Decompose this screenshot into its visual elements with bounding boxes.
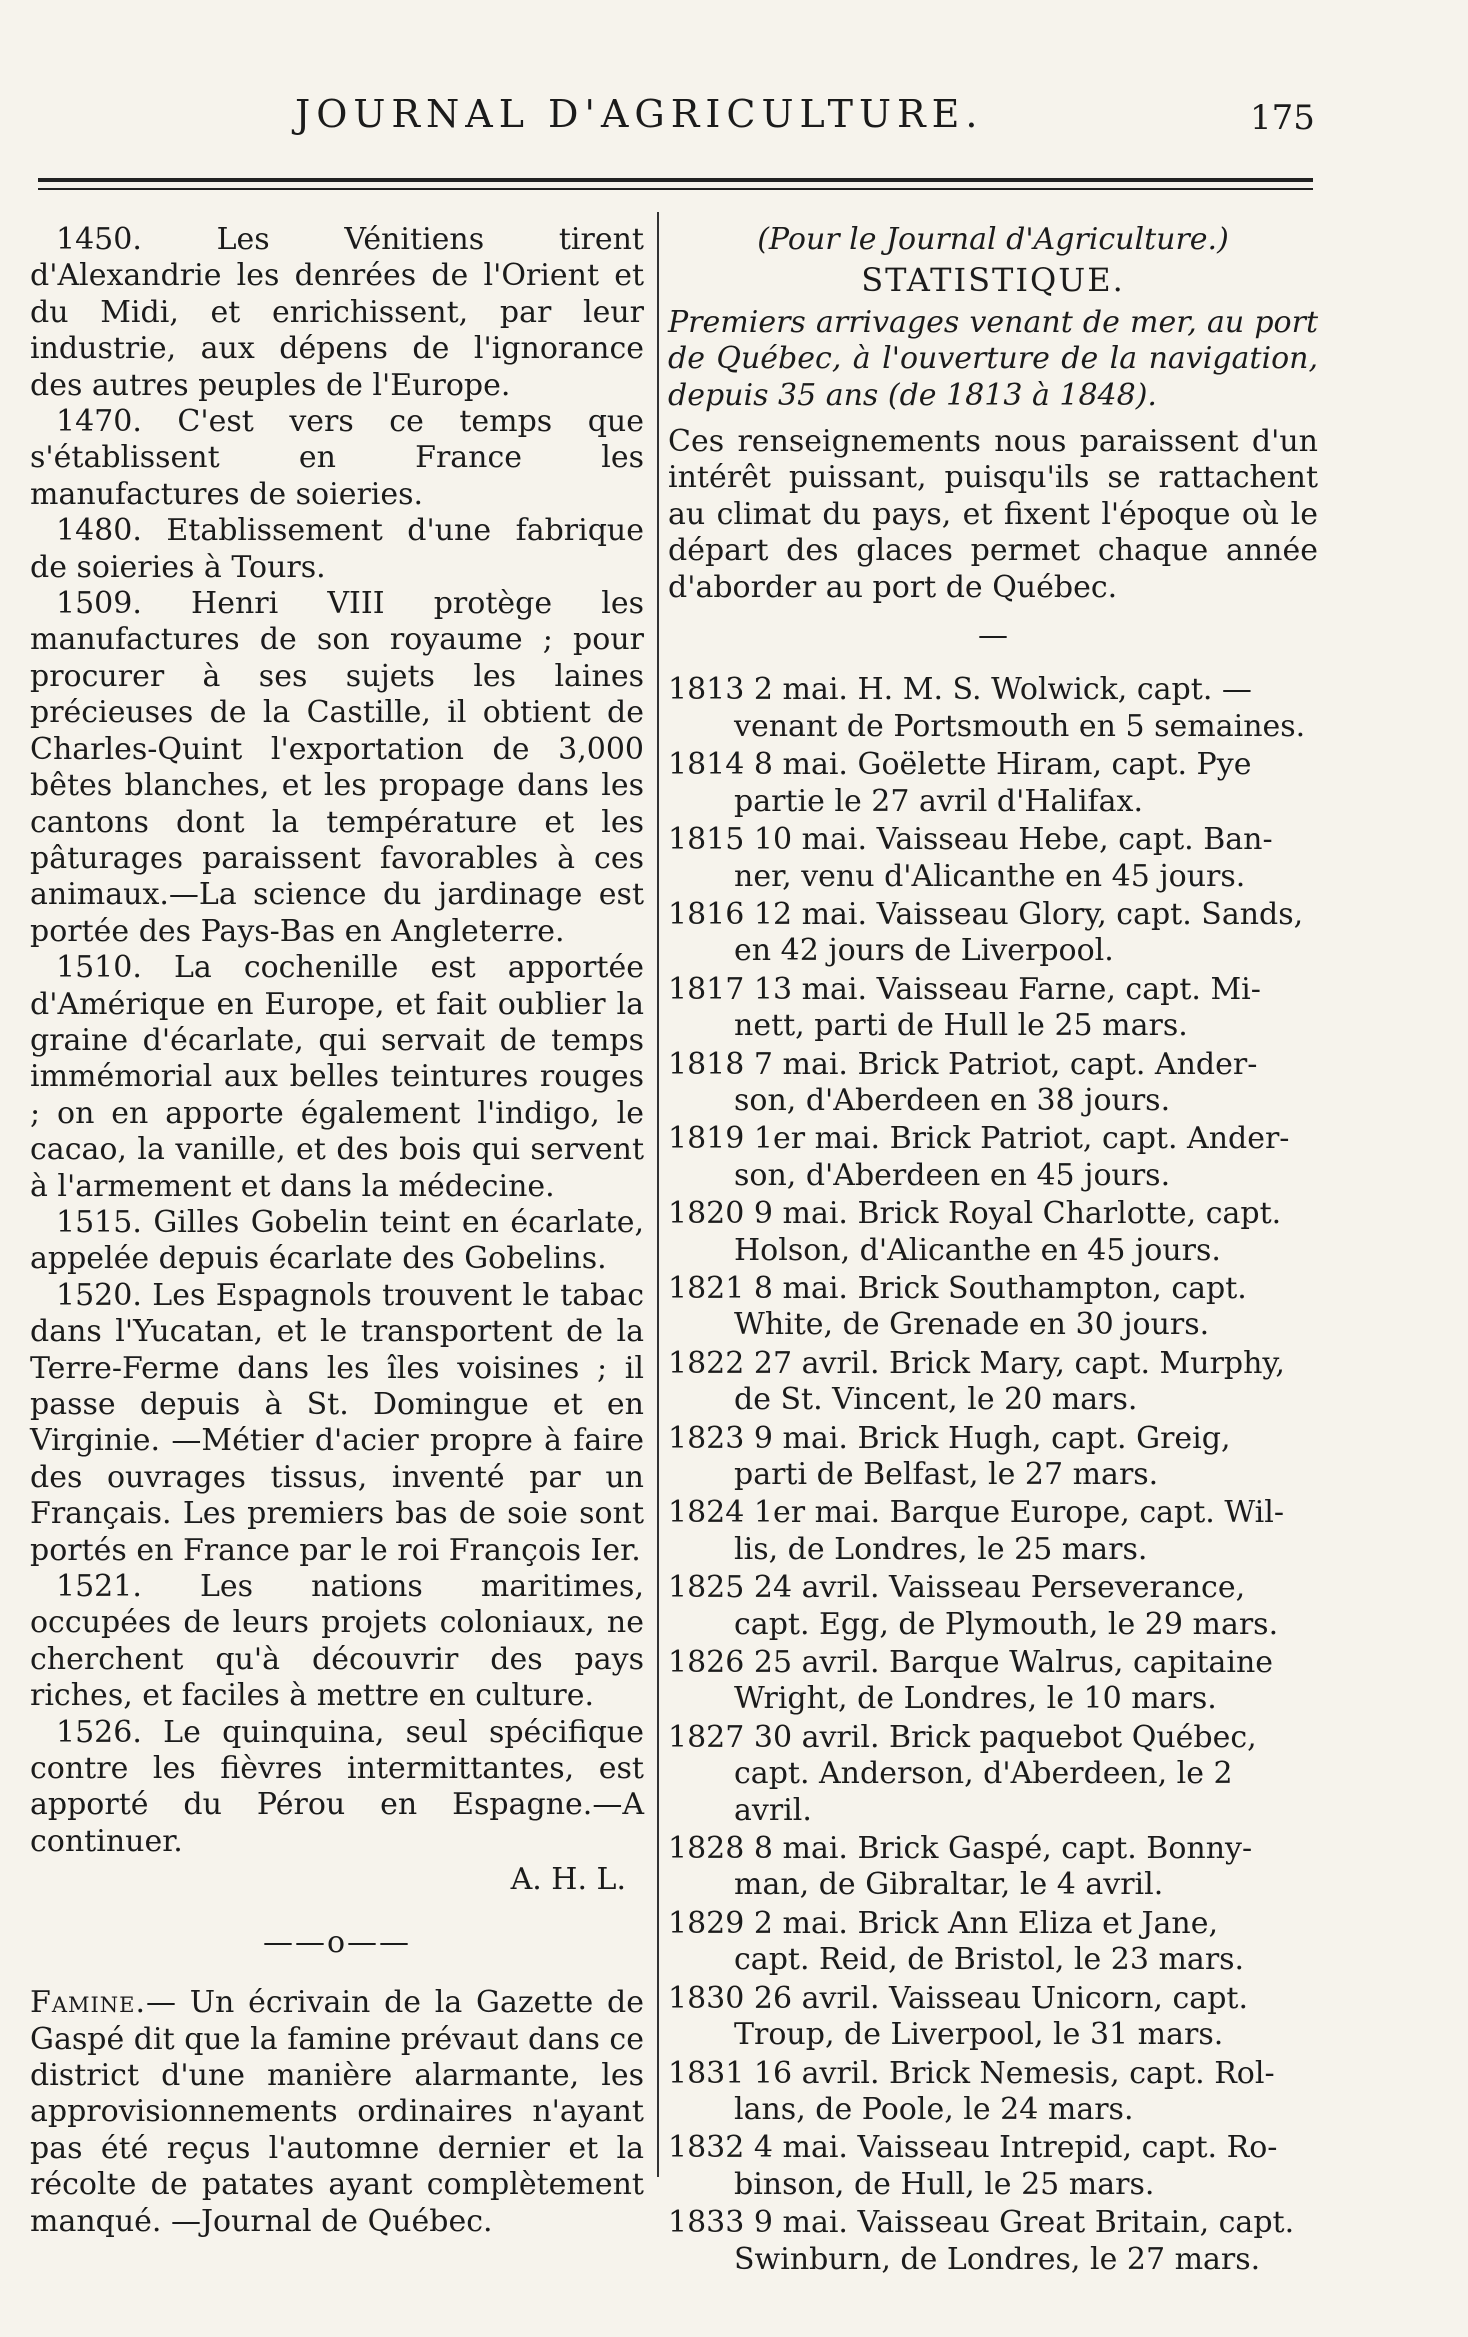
chronology-entry: [30, 404, 644, 513]
arrival-entry: [668, 1196, 1318, 1269]
entry-text: Henri VIII protège les manufactures de son royaume ; pour procurer à ses sujets les laines précieuses de la Castille, il obtient de Charles-Quint l'exportation de 3,000 bêtes blanches, et les propage dans les cantons dont la température et les pâturages paraissent favorables à ces animaux.—La science du jardinage est portée des Pays-Bas en Angleterre.: [30, 586, 644, 949]
arrival-line-2: Wright, de Londres, le 10 mars.: [734, 1681, 1217, 1717]
arrival-entry: [668, 1346, 1318, 1419]
arrival-entry: [668, 747, 1318, 820]
arrival-line-2: son, d'Aberdeen en 45 jours.: [734, 1157, 1171, 1193]
entry-year: 1480.: [56, 513, 142, 549]
arrival-line-1: 1823 9 mai. Brick Hugh, capt. Greig,: [668, 1420, 1231, 1456]
arrival-entry: [668, 1645, 1318, 1718]
arrival-line-1: 1827 30 avril. Brick paquebot Québec,: [668, 1719, 1257, 1755]
column-divider: [657, 212, 659, 2177]
entry-year: 1470.: [56, 404, 142, 440]
arrival-line-1: 1826 25 avril. Barque Walrus, capitaine: [668, 1645, 1274, 1681]
arrival-line-1: 1831 16 avril. Brick Nemesis, capt. Rol-: [668, 2055, 1275, 2091]
arrival-line-1: 1816 12 mai. Vaisseau Glory, capt. Sands,: [668, 896, 1304, 932]
famine-note-text: — Un écrivain de la Gazette de Gaspé dit que la famine prévaut dans ce district d'une manière alarmante, les approvisionnements ordinaires n'ayant pas été reçus l'automne dernier et la récolte de patates ayant complètement manqué. —Journal de Québec.: [30, 1985, 644, 2239]
arrival-line-1: 1822 27 avril. Brick Mary, capt. Murphy,: [668, 1345, 1285, 1381]
arrival-entry: [668, 972, 1318, 1045]
arrival-line-2: capt. Reid, de Bristol, le 23 mars.: [734, 1942, 1245, 1978]
arrival-entry: [668, 2205, 1318, 2278]
chronology-entry: [30, 950, 644, 1205]
arrival-line-2: Holson, d'Alicanthe en 45 jours.: [734, 1232, 1221, 1268]
entry-year: 1450.: [56, 222, 142, 257]
arrival-line-2: en 42 jours de Liverpool.: [734, 933, 1114, 969]
arrival-line-2: Swinburn, de Londres, le 27 mars.: [734, 2241, 1261, 2277]
arrival-line-2: son, d'Aberdeen en 38 jours.: [734, 1082, 1171, 1118]
entry-year: 1509.: [56, 586, 142, 622]
arrival-entry: [668, 1570, 1318, 1643]
arrival-line-2: partie le 27 avril d'Halifax.: [734, 783, 1143, 819]
entry-year: 1526.: [56, 1714, 142, 1750]
signature: A. H. L.: [510, 1862, 626, 1898]
header-rule-thin: [38, 188, 1313, 190]
entry-text: Etablissement d'une fabrique de soieries à Tours.: [30, 513, 644, 585]
arrival-line-1: 1828 8 mai. Brick Gaspé, capt. Bonny-: [668, 1831, 1253, 1867]
page-number: 175: [1250, 98, 1315, 138]
arrival-line-2: parti de Belfast, le 27 mars.: [734, 1457, 1159, 1492]
entry-text: Les Vénitiens tirent d'Alexandrie les denrées de l'Orient et du Midi, et enrichissent, par leur industrie, aux dépens de l'ignorance des autres peuples de l'Europe.: [30, 222, 644, 403]
arrival-line-1: 1818 7 mai. Brick Patriot, capt. Ander-: [668, 1046, 1258, 1082]
arrival-line-1: 1820 9 mai. Brick Royal Charlotte, capt.: [668, 1196, 1282, 1232]
arrival-entry: [668, 1981, 1318, 2054]
arrival-line-2: Troup, de Liverpool, le 31 mars.: [734, 2017, 1224, 2053]
arrivals-list: [668, 672, 1318, 2277]
arrival-line-2: nett, parti de Hull le 25 mars.: [734, 1008, 1188, 1044]
arrival-entry: [668, 1906, 1318, 1979]
entry-year: 1520.: [56, 1277, 142, 1313]
arrival-line-2: capt. Anderson, d'Aberdeen, le 2 avril.: [734, 1756, 1233, 1828]
entry-text: Les Espagnols trouvent le tabac dans l'Yucatan, et le transportent de la Terre-Ferme dans les îles voisines ; il passe depuis à St. Domingue et en Virginie. —Métier d'acier propre à faire des ouvrages tissus, inventé par un Français. Les premiers bas de soie sont portés en France par le roi François Ier.: [30, 1277, 644, 1568]
entry-year: 1521.: [56, 1569, 142, 1605]
chronology-entry: [30, 1715, 644, 1861]
arrival-entry: [668, 822, 1318, 895]
right-column: [668, 222, 1318, 2280]
chronology-entry: [30, 1278, 644, 1569]
arrival-line-2: lis, de Londres, le 25 mars.: [734, 1531, 1148, 1567]
arrival-entry: [668, 672, 1318, 745]
header-rule: [38, 178, 1313, 182]
arrival-line-1: 1815 10 mai. Vaisseau Hebe, capt. Ban-: [668, 822, 1273, 858]
arrival-entry: [668, 2056, 1318, 2129]
arrival-entry: [668, 1121, 1318, 1194]
chronology-entry: [30, 1205, 644, 1278]
famine-note-lead: Famine.: [30, 1985, 147, 2021]
chronology-list: [30, 222, 644, 1860]
arrival-line-1: 1825 24 avril. Vaisseau Perseverance,: [668, 1570, 1246, 1606]
chronology-entry: [30, 222, 644, 404]
arrival-line-2: man, de Gibraltar, le 4 avril.: [734, 1867, 1164, 1903]
statistics-intro: Ces renseignements nous paraissent d'un intérêt puissant, puisqu'ils se rattachent au climat du pays, et fixent l'époque où le départ des glaces permet chaque année d'aborder au port de Québec.: [668, 424, 1318, 605]
arrival-entry: [668, 2130, 1318, 2203]
arrival-line-1: 1813 2 mai. H. M. S. Wolwick, capt. —: [668, 672, 1252, 708]
entry-text: Le quinquina, seul spécifique contre les fièvres intermittantes, est apporté du Pérou en Espagne.—A continuer.: [30, 1714, 644, 1859]
entry-text: La cochenille est apportée d'Amérique en Europe, et fait oublier la graine d'écarlate, qui servait de temps immémorial aux belles teintures rouges ; on en apporte également l'indigo, le cacao, la vanille, et des bois qui servent à l'armement et dans la médecine.: [30, 950, 644, 1204]
arrival-line-1: 1817 13 mai. Vaisseau Farne, capt. Mi-: [668, 971, 1261, 1007]
arrival-entry: [668, 1495, 1318, 1568]
entry-year: 1510.: [56, 950, 142, 986]
arrival-line-2: venant de Portsmouth en 5 semaines.: [734, 708, 1306, 744]
section-separator: —: [978, 618, 1008, 654]
chronology-entry: [30, 586, 644, 950]
statistics-subtitle: Premiers arrivages venant de mer, au port de Québec, à l'ouverture de la navigation, depuis 35 ans (de 1813 à 1848).: [668, 304, 1318, 413]
running-title: JOURNAL D'AGRICULTURE.: [295, 92, 984, 136]
arrival-line-2: capt. Egg, de Plymouth, le 29 mars.: [734, 1606, 1279, 1642]
arrival-line-2: binson, de Hull, le 25 mars.: [734, 2166, 1155, 2202]
arrival-entry: [668, 1421, 1318, 1494]
ornament-divider: ——o——: [262, 1924, 412, 1960]
arrival-entry: [668, 1831, 1318, 1904]
left-column: [30, 222, 644, 2240]
arrival-entry: [668, 1047, 1318, 1120]
entry-text: C'est vers ce temps que s'établissent en France les manufactures de soieries.: [30, 404, 644, 512]
arrival-line-1: 1832 4 mai. Vaisseau Intrepid, capt. Ro-: [668, 2130, 1278, 2166]
arrival-line-1: 1824 1er mai. Barque Europe, capt. Wil-: [668, 1495, 1284, 1531]
arrival-line-1: 1830 26 avril. Vaisseau Unicorn, capt.: [668, 1980, 1248, 2016]
arrival-entry: [668, 1720, 1318, 1829]
arrival-line-2: de St. Vincent, le 20 mars.: [734, 1382, 1138, 1418]
section-title: STATISTIQUE.: [861, 261, 1125, 300]
arrival-entry: [668, 1271, 1318, 1344]
famine-note: [30, 1985, 644, 2240]
arrival-entry: [668, 897, 1318, 970]
entry-year: 1515.: [56, 1204, 142, 1240]
arrival-line-2: White, de Grenade en 30 jours.: [734, 1307, 1210, 1343]
chronology-entry: [30, 1569, 644, 1715]
entry-text: Les nations maritimes, occupées de leurs projets coloniaux, ne cherchent qu'à découvrir des pays riches, et faciles à mettre en culture.: [30, 1569, 644, 1714]
arrival-line-1: 1821 8 mai. Brick Southampton, capt.: [668, 1270, 1247, 1306]
arrival-line-1: 1814 8 mai. Goëlette Hiram, capt. Pye: [668, 747, 1252, 783]
entry-text: Gilles Gobelin teint en écarlate, appelée depuis écarlate des Gobelins.: [30, 1204, 644, 1277]
arrival-line-1: 1819 1er mai. Brick Patriot, capt. Ander-: [668, 1121, 1290, 1157]
chronology-entry: [30, 513, 644, 586]
arrival-line-1: 1833 9 mai. Vaisseau Great Britain, capt.: [668, 2205, 1295, 2241]
arrival-line-1: 1829 2 mai. Brick Ann Eliza et Jane,: [668, 1905, 1219, 1941]
arrival-line-2: lans, de Poole, le 24 mars.: [734, 2091, 1134, 2127]
source-line: (Pour le Journal d'Agriculture.): [757, 222, 1229, 257]
arrival-line-2: ner, venu d'Alicanthe en 45 jours.: [734, 858, 1246, 894]
